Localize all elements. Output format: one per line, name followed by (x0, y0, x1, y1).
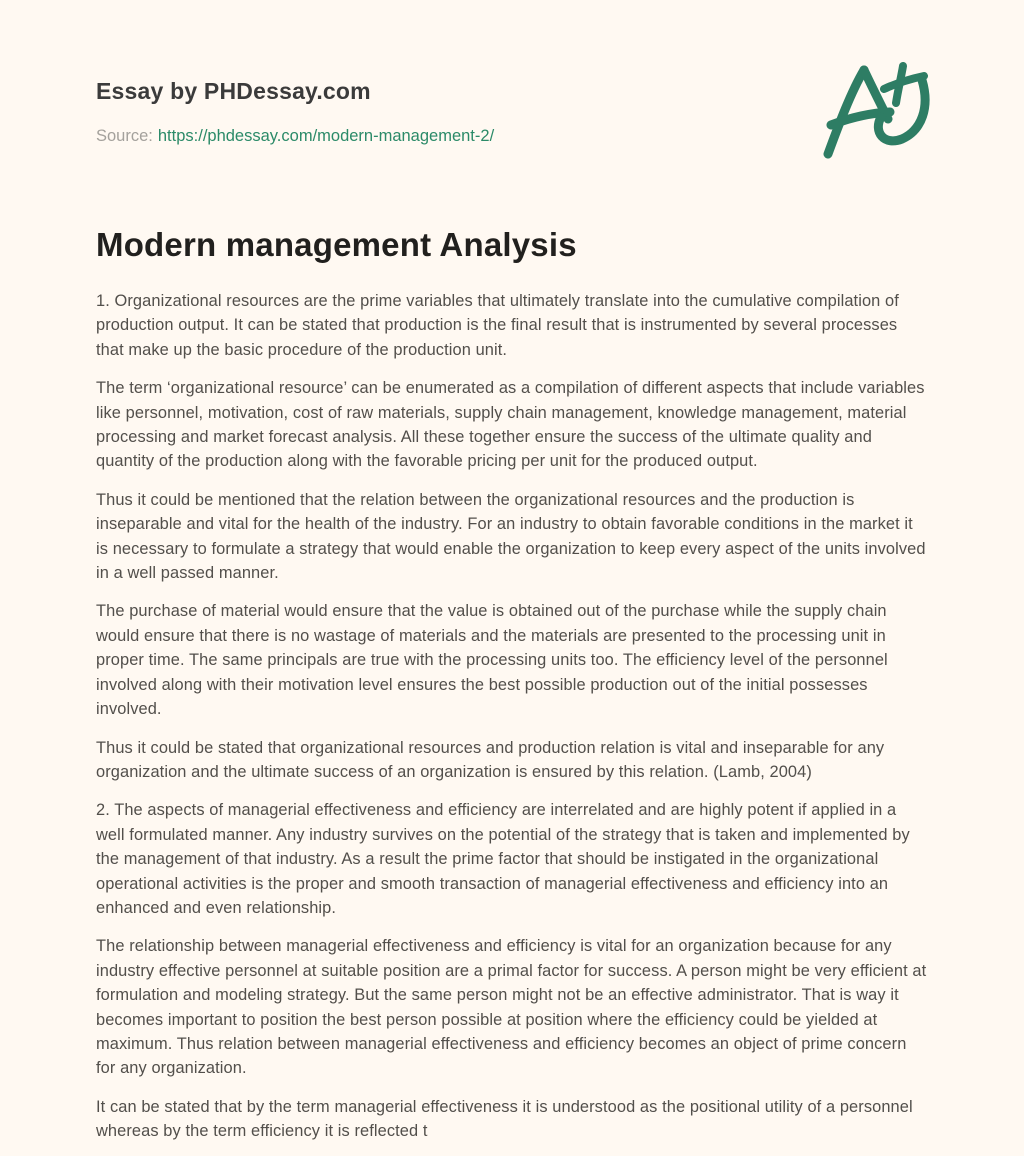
source-link[interactable]: https://phdessay.com/modern-management-2/ (157, 127, 495, 145)
essay-paragraph: The relationship between managerial effectiveness and efficiency is vital for an organization because for any industry effective personnel at suitable position are a primal factor for success. A person might be very efficient at formulation and modeling strategy. But the same person might not be an effective administrator. That is way it becomes important to position the best person possible at position where the efficiency could be yielded at maximum. Thus relation between managerial effectiveness and efficiency becomes an object of prime concern for any organization. (96, 937, 927, 1078)
essay-paragraph: 1. Organizational resources are the prime variables that ultimately translate into the cumulative compilation of production output. It can be stated that production is the final result that is instrumented by several processes that make up the basic procedure of the production unit. (96, 292, 899, 359)
essay-paragraph: The term ‘organizational resource’ can be enumerated as a compilation of different aspects that include variables like personnel, motivation, cost of raw materials, supply chain management, knowledge management, material processing and market forecast analysis. All these together ensure the success of the ultimate quality and quantity of the production along with the favorable pricing per unit for the produced output. (96, 379, 925, 471)
essay-paragraph: Thus it could be stated that organizational resources and production relation is vital and inseparable for any organization and the ultimate success of an organization is ensured by this relation. (Lamb, 2004) (96, 738, 885, 781)
essay-paragraph: The purchase of material would ensure that the value is obtained out of the purchase while the supply chain would ensure that there is no wastage of materials and the materials are presented to the processing unit in proper time. The same principals are true with the processing units too. The efficiency level of the personnel involved along with their motivation level ensures the best possible production out of the initial possesses involved. (96, 602, 888, 719)
source-label: Source: (96, 127, 153, 145)
essay-title: Modern management Analysis (96, 226, 577, 263)
essay-paragraph: Thus it could be mentioned that the relation between the organizational resources and the production is inseparable and vital for the health of the industry. For an industry to obtain favorable conditions in the market it is necessary to formulate a strategy that would enable the organization to keep every aspect of the units involved in a well passed manner. (96, 490, 926, 583)
byline: Essay by PHDessay.com (96, 78, 371, 104)
essay-paragraph: 2. The aspects of managerial effectiveness and efficiency are interrelated and are highly potent if applied in a well formulated manner. Any industry survives on the potential of the strategy that is taken and implemented by the management of that industry. As a result the prime factor that should be instigated in the organizational operational activities is the proper and smooth transaction of managerial effectiveness and efficiency into an enhanced and even relationship. (96, 801, 910, 917)
source-line (96, 127, 928, 146)
phdessay-a-plus-logo-icon (821, 62, 933, 160)
essay-paragraphs (96, 289, 928, 1144)
essay-paragraph: It can be stated that by the term managerial effectiveness it is understood as the positional utility of a personnel whereas by the term efficiency it is reflected t (96, 1097, 913, 1141)
essay-header (96, 0, 928, 146)
essay-body (96, 226, 928, 1144)
